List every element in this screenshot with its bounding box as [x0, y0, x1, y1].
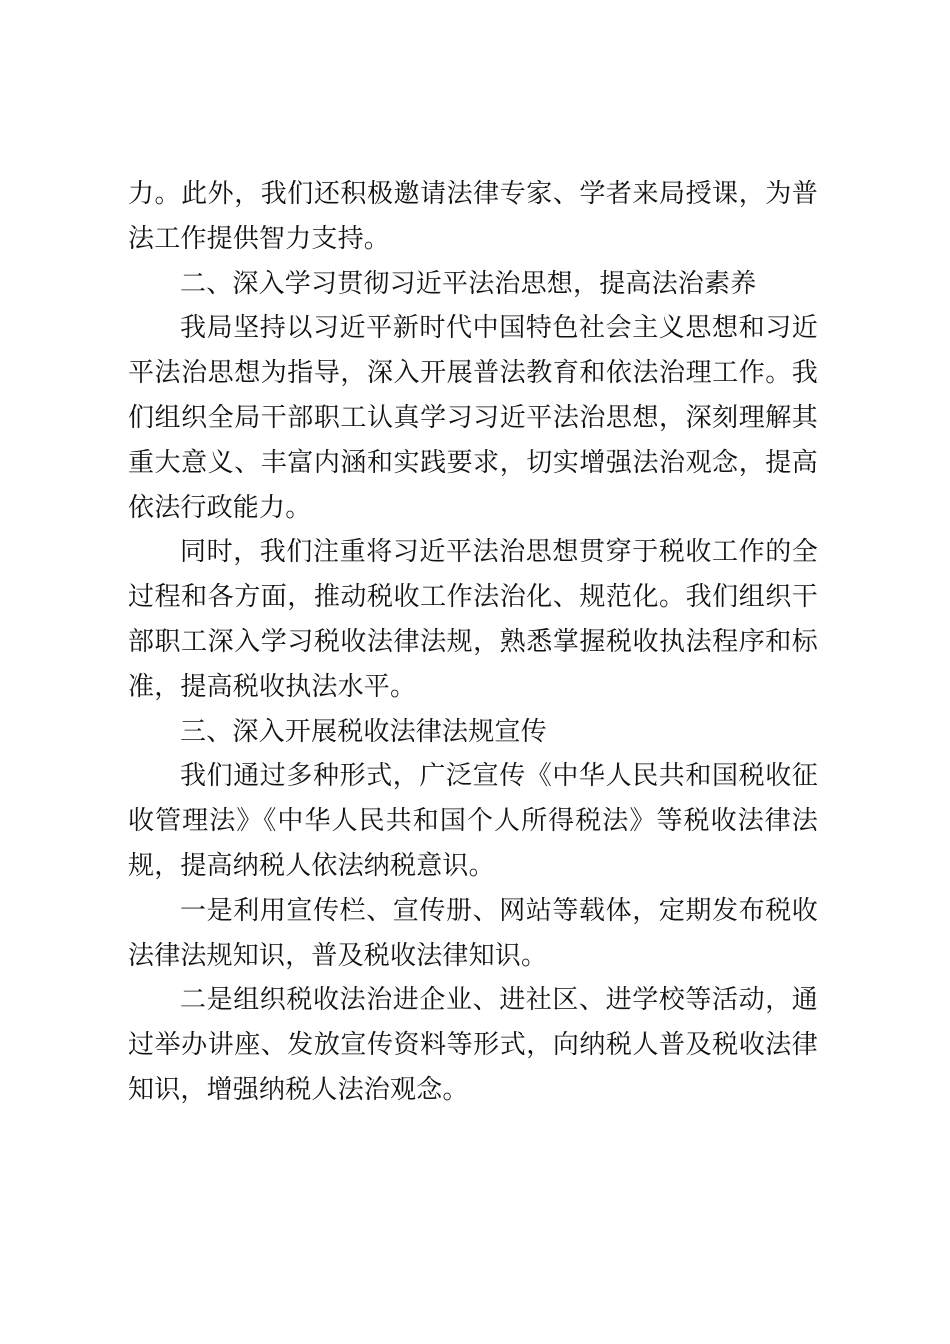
paragraph-publicity-forms: 我们通过多种形式，广泛宣传《中华人民共和国税收征收管理法》《中华人民共和国个人所得税法》等税收法律法规，提高纳税人依法纳税意识。	[128, 761, 818, 881]
paragraph-point-one: 一是利用宣传栏、宣传册、网站等载体，定期发布税收法律法规知识，普及税收法律知识。	[128, 895, 818, 971]
section-heading-2: 二、深入学习贯彻习近平法治思想，提高法治素养	[180, 268, 757, 299]
paragraph-point-two: 二是组织税收法治进企业、进社区、进学校等活动，通过举办讲座、发放宣传资料等形式，向纳税人普及税收法律知识，增强纳税人法治观念。	[128, 985, 818, 1105]
paragraph-tax-rule-of-law: 同时，我们注重将习近平法治思想贯穿于税收工作的全过程和各方面，推动税收工作法治化、规范化。我们组织干部职工深入学习税收法律法规，熟悉掌握税收执法程序和标准，提高税收执法水平。	[128, 537, 818, 702]
paragraph-continuation: 力。此外，我们还积极邀请法律专家、学者来局授课，为普法工作提供智力支持。	[128, 179, 818, 254]
section-heading-3: 三、深入开展税收法律法规宣传	[180, 716, 547, 747]
paragraph-study-thought: 我局坚持以习近平新时代中国特色社会主义思想和习近平法治思想为指导，深入开展普法教育和依法治理工作。我们组织全局干部职工认真学习习近平法治思想，深刻理解其重大意义、丰富内涵和实践要求，切实增强法治观念，提高依法行政能力。	[128, 313, 818, 523]
document-page	[128, 172, 818, 1113]
